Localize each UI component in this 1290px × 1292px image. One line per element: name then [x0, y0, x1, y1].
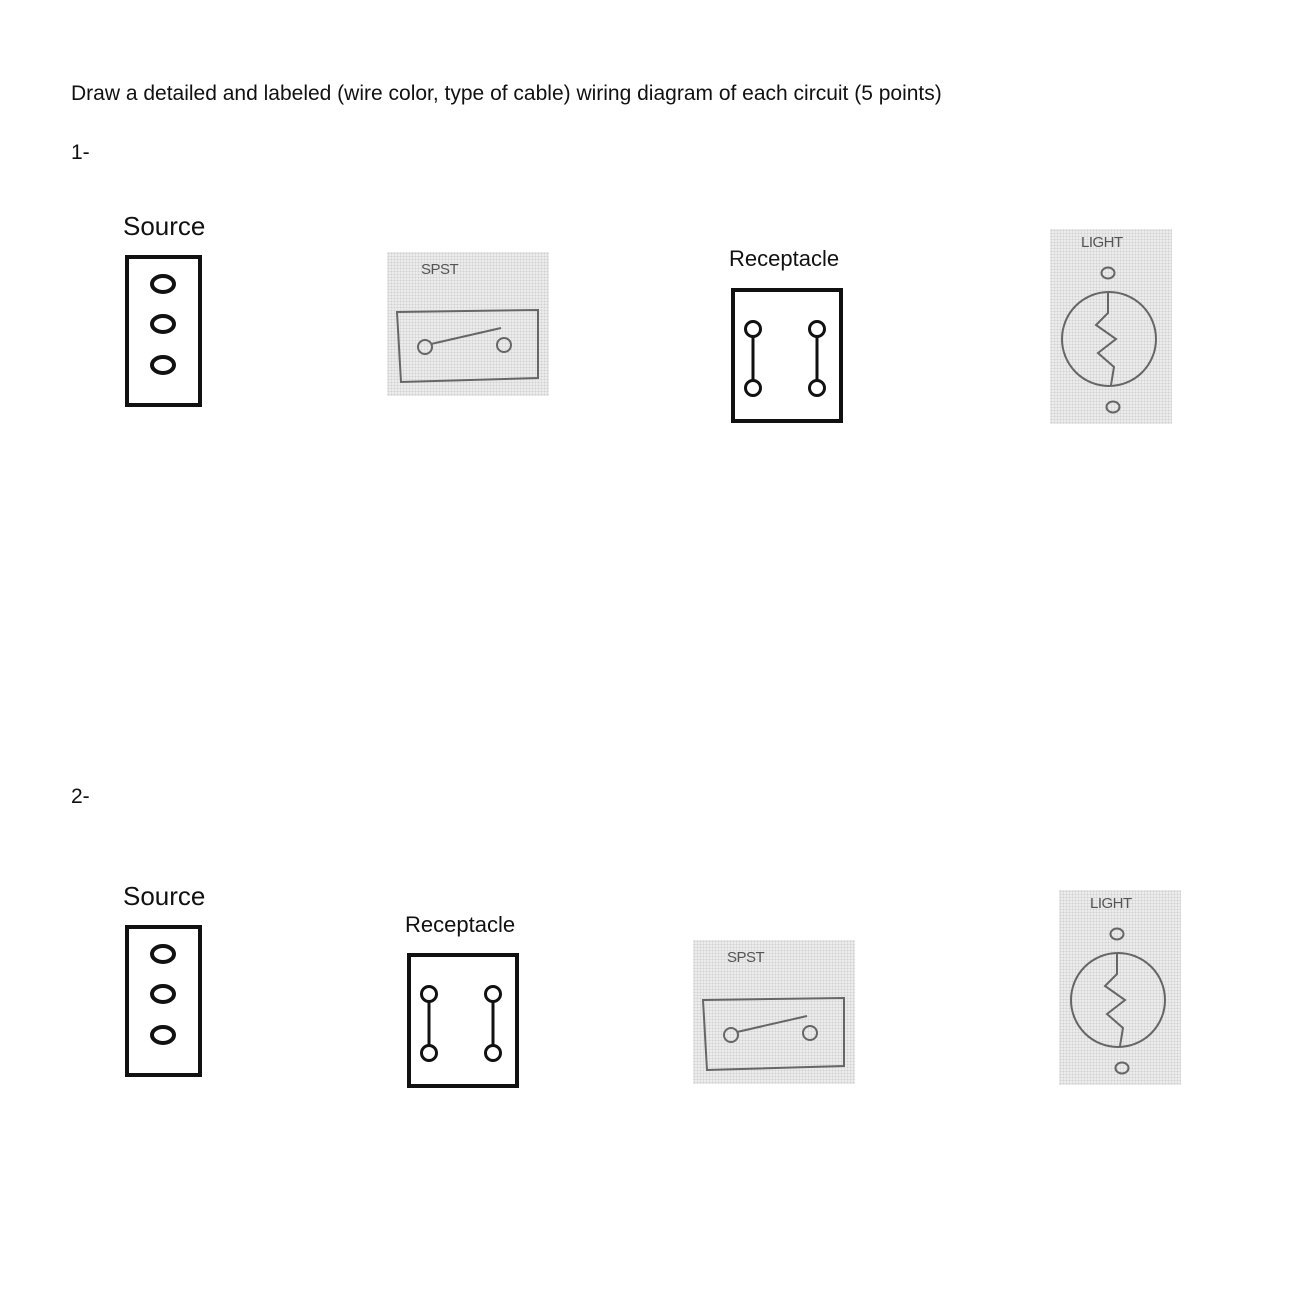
circuit-1-receptacle-label: Receptacle [729, 246, 840, 271]
circuit-2-light-panel [1059, 890, 1181, 1085]
circuit-1-spst-panel [387, 252, 549, 396]
circuit-1-light-panel [1050, 229, 1172, 424]
circuit-1-light-symbol [1050, 229, 1172, 424]
circuit-2-light-symbol [1059, 890, 1181, 1085]
circuit-2-spst-label: SPST [727, 949, 765, 966]
circuit-1-receptacle-symbol [730, 287, 846, 426]
circuit-1-source-symbol [124, 254, 206, 410]
circuit-1-source-label: Source [123, 211, 206, 241]
instruction-text: Draw a detailed and labeled (wire color, type of cable) wiring diagram of each circuit (5 points) [71, 82, 942, 105]
circuit-2-receptacle-label: Receptacle [405, 912, 516, 937]
circuit-1-light-label: LIGHT [1081, 234, 1123, 251]
circuit-2-light-label: LIGHT [1090, 895, 1132, 912]
circuit-2-spst-symbol [693, 940, 855, 1084]
circuit-2-source-symbol [124, 924, 206, 1080]
circuit-1-number: 1- [71, 141, 90, 164]
circuit-2-source-label: Source [123, 881, 206, 911]
circuit-2-receptacle-symbol [406, 952, 522, 1091]
circuit-1-spst-label: SPST [421, 261, 459, 278]
circuit-1-spst-symbol [387, 252, 549, 396]
circuit-2-number: 2- [71, 785, 90, 808]
circuit-2-spst-panel [693, 940, 855, 1084]
